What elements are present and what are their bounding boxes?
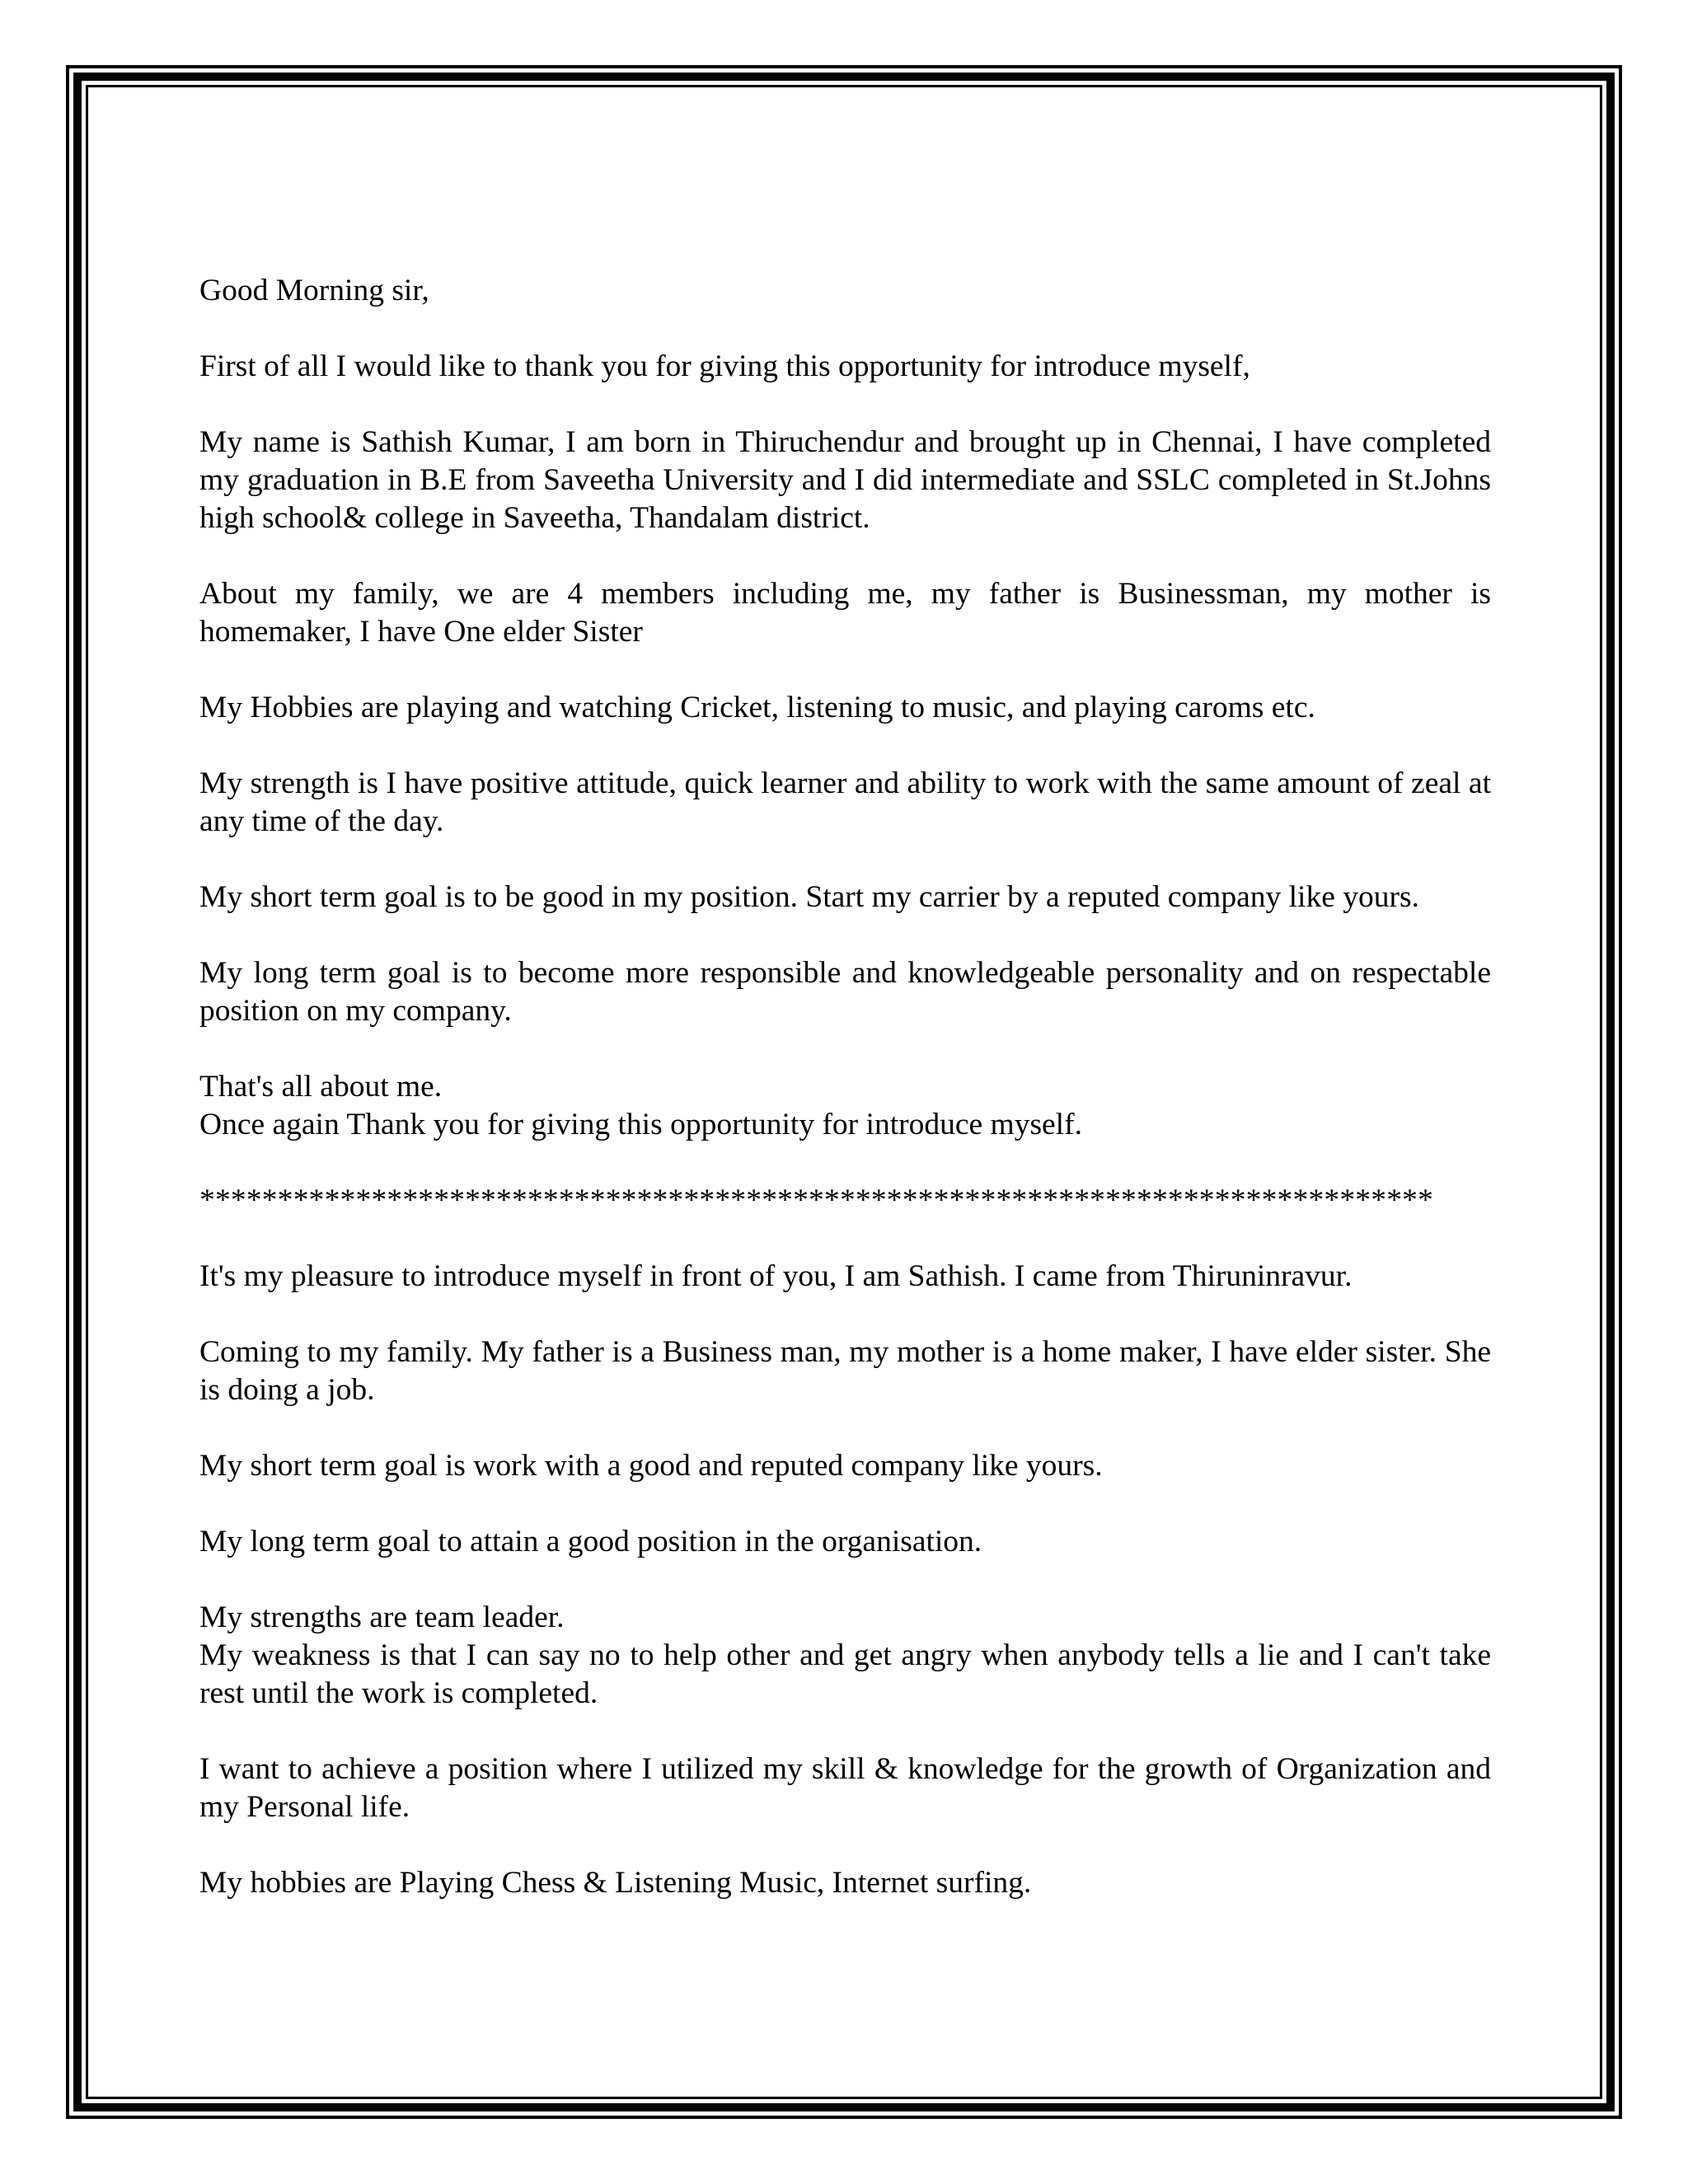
- strength-paragraph: My strength is I have positive attitude, quick learner and ability to work with the same amount of zeal at any time of the day.: [199, 766, 1491, 838]
- hobbies-paragraph-2: My hobbies are Playing Chess & Listening Music, Internet surfing.: [199, 1866, 1032, 1900]
- document-body: [199, 272, 1491, 1902]
- separator: *******************************************************************************: [199, 1183, 1434, 1217]
- achievement-paragraph: I want to achieve a position where I utilized my skill & knowledge for the growth of Organization and my Personal life.: [199, 1752, 1491, 1824]
- short-term-goal-paragraph: My short term goal is to be good in my position. Start my carrier by a reputed company like yours.: [199, 880, 1419, 914]
- background-paragraph: My name is Sathish Kumar, I am born in Thiruchendur and brought up in Chennai, I have completed my graduation in B.E from Saveetha University and I did intermediate and SSLC completed in St.Johns high school& college in Saveetha, Thandalam district.: [199, 425, 1491, 535]
- intro-paragraph: It's my pleasure to introduce myself in front of you, I am Sathish. I came from Thiruninravur.: [199, 1259, 1353, 1293]
- greeting: Good Morning sir,: [199, 274, 429, 307]
- long-term-goal-paragraph-2: My long term goal to attain a good position in the organisation.: [199, 1525, 982, 1558]
- closing-line-1: That's all about me.: [199, 1070, 443, 1104]
- strengths-weakness-paragraph: [199, 1599, 1491, 1713]
- long-term-goal-paragraph: My long term goal is to become more responsible and knowledgeable personality and on respectable position on my company.: [199, 956, 1491, 1028]
- family-paragraph-2: Coming to my family. My father is a Business man, my mother is a home maker, I have elder sister. She is doing a job.: [199, 1335, 1491, 1407]
- thanks-paragraph: First of all I would like to thank you for giving this opportunity for introduce myself,: [199, 349, 1250, 383]
- closing-paragraph: [199, 1068, 1491, 1144]
- family-paragraph: About my family, we are 4 members including me, my father is Businessman, my mother is homemaker, I have One elder Sister: [199, 577, 1491, 649]
- hobbies-paragraph: My Hobbies are playing and watching Cricket, listening to music, and playing caroms etc.: [199, 691, 1315, 724]
- weakness-line: My weakness is that I can say no to help other and get angry when anybody tells a lie and I can't take rest until the work is completed.: [199, 1638, 1491, 1710]
- strengths-line: My strengths are team leader.: [199, 1601, 565, 1634]
- closing-line-2: Once again Thank you for giving this opportunity for introduce myself.: [199, 1108, 1082, 1141]
- short-term-goal-paragraph-2: My short term goal is work with a good and reputed company like yours.: [199, 1449, 1103, 1483]
